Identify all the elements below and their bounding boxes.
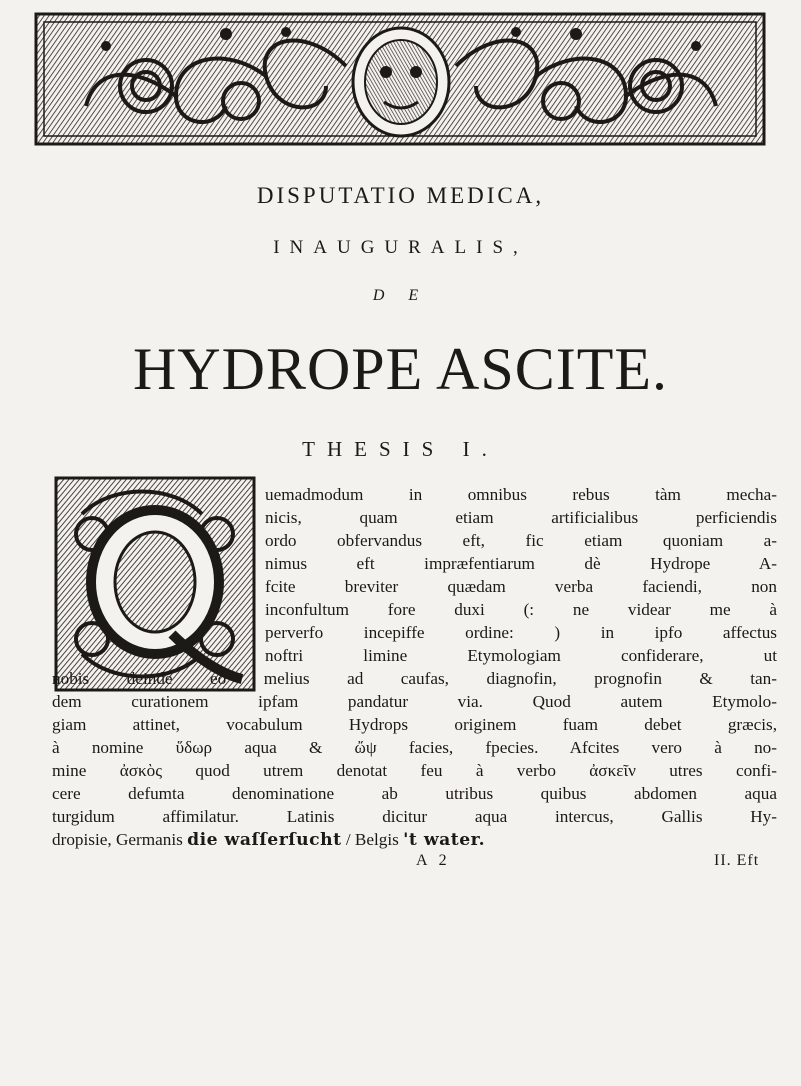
catchword: II. Eft: [714, 852, 760, 869]
initial-q-ornament-icon: [52, 474, 258, 694]
title-line-1: DISPUTATIO MEDICA,: [256, 183, 545, 208]
main-title: HYDROPE ASCITE.: [132, 336, 669, 402]
text-line: à nomine ὕδωρ aqua & ὤψ facies, fpecies. Afcites vero à no-: [52, 738, 777, 757]
text-line-last: [52, 829, 485, 852]
text-line: perverfo incepiffe ordine: ) in ipfo affectus: [265, 623, 777, 642]
text-line: fcite breviter quædam verba faciendi, non: [265, 577, 777, 596]
title-line-2: INAUGURALIS,: [273, 237, 528, 258]
headpiece-ornament-icon: [26, 6, 776, 152]
signature-mark: A 2: [416, 852, 451, 869]
text-line: uemadmodum in omnibus rebus tàm mecha-: [265, 485, 777, 504]
thesis-heading: THESIS I.: [302, 437, 499, 461]
ornamental-initial: [52, 474, 258, 694]
last-line-prefix: dropisie, Germanis: [52, 830, 188, 849]
german-term: die waſſerſucht: [187, 830, 342, 850]
last-line-middle: / Belgis: [341, 830, 404, 849]
dutch-term: 't water.: [403, 830, 486, 850]
text-line: turgidum affimilatur. Latinis dicitur aqua intercus, Gallis Hy-: [52, 807, 777, 826]
text-line: nobis deinde eo melius ad caufas, diagnofin, prognofin & tan-: [52, 669, 777, 688]
text-line: mine ἀσκὸς quod utrem denotat feu à verbo ἀσκεῖν utres confi-: [52, 761, 777, 780]
text-line: nimus eft impræfentiarum dè Hydrope A-: [265, 554, 777, 573]
text-line: dem curationem ipfam pandatur via. Quod autem Etymolo-: [52, 692, 777, 711]
text-line: giam attinet, vocabulum Hydrops originem fuam debet græcis,: [52, 715, 777, 734]
text-line: noftri limine Etymologiam confiderare, ut: [265, 646, 777, 665]
text-line: cere defumta denominatione ab utribus quibus abdomen aqua: [52, 784, 777, 803]
text-line: ordo obfervandus eft, fic etiam quoniam a-: [265, 531, 777, 550]
title-line-3: D E: [372, 287, 429, 304]
text-line: inconfultum fore duxi (: ne videar me à: [265, 600, 777, 619]
text-line: nicis, quam etiam artificialibus perficiendis: [265, 508, 777, 527]
ornamental-headpiece: [26, 6, 776, 152]
